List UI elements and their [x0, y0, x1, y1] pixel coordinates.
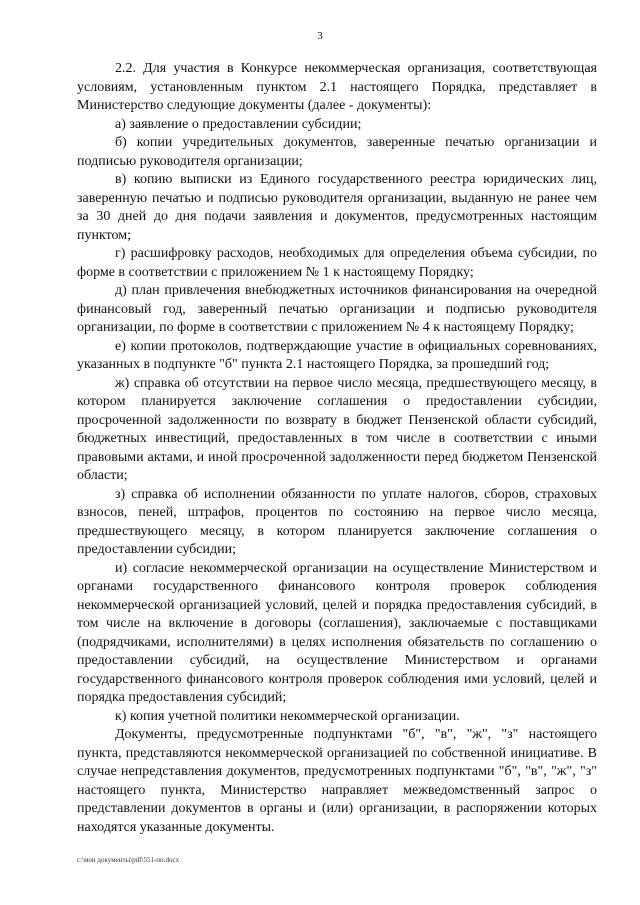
- paragraph-item-v: в) копию выписки из Единого государственного реестра юридических лиц, заверенную печатью и подписью руководителя организации, выданную не ранее чем за 30 дней до дня подачи заявления и документов, предусмотренных настоящим пунктом;: [77, 172, 597, 243]
- paragraph-item-k: к) копия учетной политики некоммерческой организации.: [115, 708, 460, 724]
- footer-file-path: c:\мои документы\pdf\551-пп.docx: [77, 856, 180, 864]
- paragraph-item-d: д) план привлечения внебюджетных источников финансирования на очередной финансовый год, заверенный печатью организации и подписью руководителя организации, по форме в соответствии с приложением № 4 к настоящему Порядку;: [77, 283, 597, 335]
- paragraph-item-zh: ж) справка об отсутствии на первое число месяца, предшествующего месяцу, в котором планируется заключение соглашения о предоставлении субсидии, просроченной задолженности по возврату в бюджет Пензенской области субсидий, бюджетных инвестиций, предоставленных в том числе в соответствии с иными правовыми актами, и иной просроченной задолженности перед бюджетом Пензенской области;: [77, 375, 597, 483]
- paragraph-item-e: е) копии протоколов, подтверждающие участие в официальных соревнованиях, указанных в подпункте "б" пункта 2.1 настоящего Порядка, за прошедший год;: [77, 338, 597, 372]
- paragraph-documents-note: Документы, предусмотренные подпунктами "б", "в", "ж", "з" настоящего пункта, представляются некоммерческой организацией по собственной инициативе. В случае непредставления документов, предусмотренных подпунктами "б", "в", "ж", "з" настоящего пункта, Министерство направляет межведомственный запрос о представлении документов в органы и (или) организации, в распоряжении которых находятся указанные документы.: [77, 727, 597, 835]
- paragraph-2-2-intro: 2.2. Для участия в Конкурсе некоммерческая организация, соответствующая условиям, установленным пунктом 2.1 настоящего Порядка, представляет в Министерство следующие документы (далее - документы):: [77, 61, 597, 113]
- paragraph-item-g: г) расшифровку расходов, необходимых для определения объема субсидии, по форме в соответствии с приложением № 1 к настоящему Порядку;: [77, 246, 597, 280]
- page-number: 3: [317, 30, 323, 42]
- paragraph-item-a: а) заявление о предоставлении субсидии;: [115, 116, 362, 132]
- document-body: [77, 60, 597, 837]
- paragraph-item-b: б) копии учредительных документов, заверенные печатью организации и подписью руководителя организации;: [77, 135, 597, 169]
- paragraph-item-i: и) согласие некоммерческой организации на осуществление Министерством и органами государственного финансового контроля проверок соблюдения некоммерческой организацией условий, целей и порядка предоставления субсидий, в том числе на включение в договоры (соглашения), заключаемые с поставщиками (подрядчиками, исполнителями) в целях исполнения обязательств по соглашению о предоставлении субсидий, на осуществление Министерством и органами государственного финансового контроля проверок соблюдения ими условий, целей и порядка предоставления субсидий;: [77, 560, 597, 705]
- paragraph-item-z: з) справка об исполнении обязанности по уплате налогов, сборов, страховых взносов, пеней, штрафов, процентов по состоянию на первое число месяца, предшествующего месяцу, в котором планируется заключение соглашения о предоставлении субсидии;: [77, 486, 597, 557]
